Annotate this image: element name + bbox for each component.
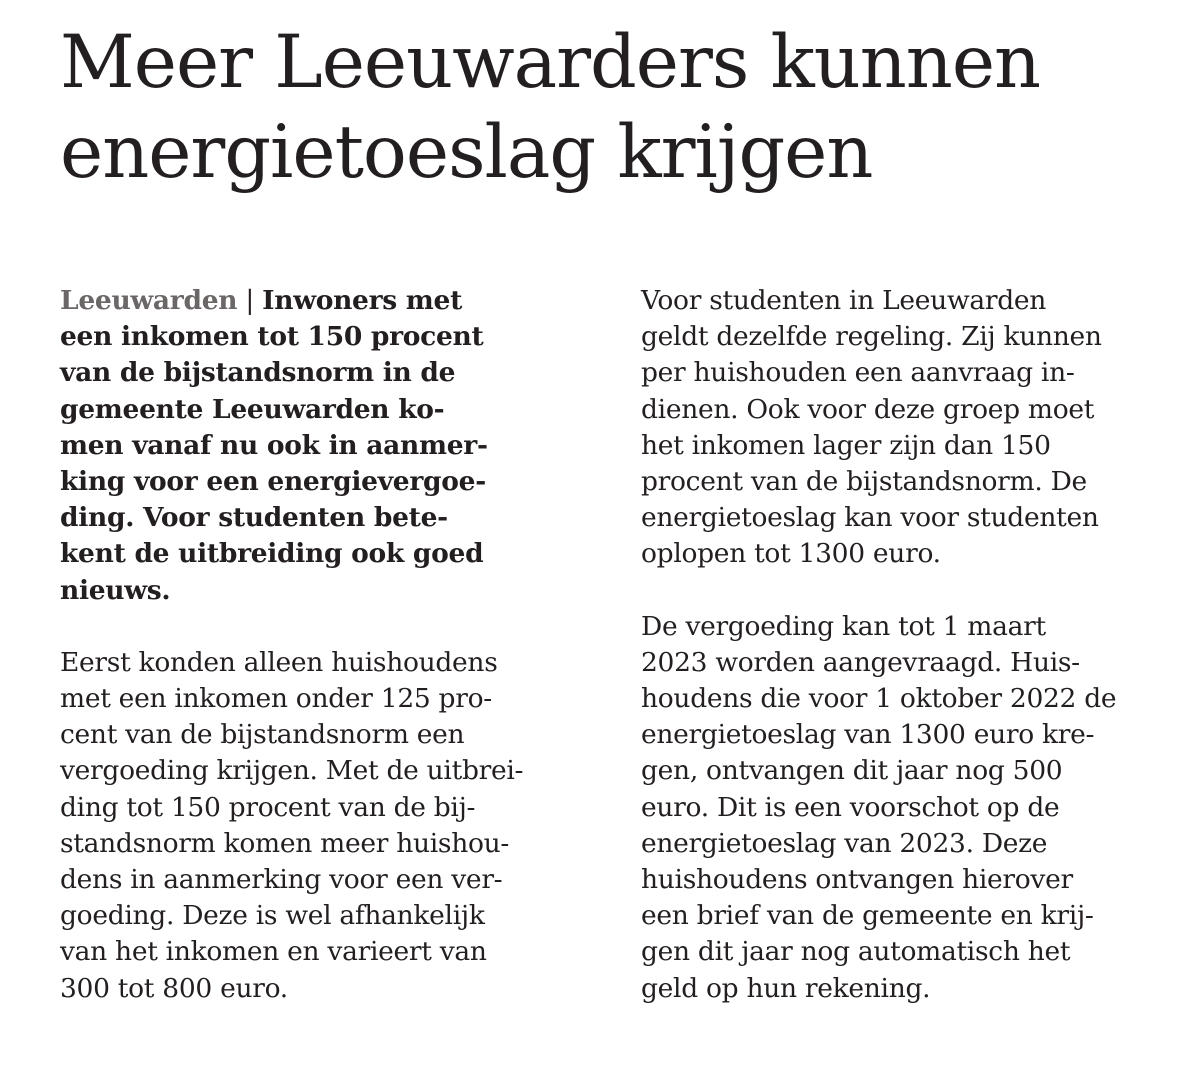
body-paragraph — [60, 645, 600, 1007]
paragraph-gap — [60, 609, 600, 645]
body-line: van het inkomen en varieert van — [60, 936, 487, 968]
body-line: met een inkomen onder 125 pro- — [60, 683, 492, 715]
lead-line: van de bijstandsnorm in de — [60, 357, 456, 389]
body-paragraph — [641, 283, 1181, 573]
paragraph-gap — [641, 573, 1181, 609]
body-line: per huishouden een aanvraag in- — [641, 357, 1075, 389]
body-line: 300 tot 800 euro. — [60, 972, 288, 1004]
body-line: het inkomen lager zijn dan 150 — [641, 429, 1051, 461]
article-column-right — [641, 283, 1181, 1007]
lead-line: Inwoners met — [262, 285, 463, 316]
body-line: dens in aanmerking voor een ver- — [60, 864, 503, 896]
body-line: 2023 worden aangevraagd. Huis- — [641, 646, 1080, 678]
body-line: energietoeslag van 2023. Deze — [641, 827, 1048, 859]
lead-paragraph — [60, 283, 600, 609]
lead-line: ding. Voor studenten bete- — [60, 502, 448, 534]
body-line: De vergoeding kan tot 1 maart — [641, 610, 1046, 642]
body-line: cent van de bijstandsnorm een — [60, 719, 465, 751]
body-line: een brief van de gemeente en krij- — [641, 900, 1094, 932]
lead-line: gemeente Leeuwarden ko- — [60, 393, 445, 425]
body-paragraph — [641, 609, 1181, 1007]
headline-line: Meer Leeuwarders kunnen — [60, 20, 1041, 105]
body-line: dienen. Ook voor deze groep moet — [641, 393, 1095, 425]
body-line: goeding. Deze is wel afhankelijk — [60, 900, 485, 932]
body-line: Voor studenten in Leeuwarden — [641, 285, 1047, 316]
body-line: gen, ontvangen dit jaar nog 500 — [641, 755, 1063, 787]
lead-line: een inkomen tot 150 procent — [60, 321, 484, 353]
headline — [60, 18, 1180, 198]
article-column-left — [60, 283, 600, 1007]
lead-line: king voor een energievergoe- — [60, 466, 486, 498]
body-line: geld op hun rekening. — [641, 972, 931, 1004]
headline-line: energietoeslag krijgen — [60, 110, 873, 195]
body-line: oplopen tot 1300 euro. — [641, 538, 941, 570]
body-line: euro. Dit is een voorschot op de — [641, 791, 1060, 823]
body-line: energietoeslag van 1300 euro kre- — [641, 719, 1095, 751]
lead-line: kent de uitbreiding ook goed — [60, 538, 484, 570]
body-line: energietoeslag kan voor studenten — [641, 502, 1099, 534]
location-label: Leeuwarden — [60, 285, 238, 316]
body-line: ding tot 150 procent van de bij- — [60, 791, 476, 823]
body-line: huishoudens ontvangen hierover — [641, 864, 1073, 896]
body-line: procent van de bijstandsnorm. De — [641, 466, 1087, 498]
body-line: gen dit jaar nog automatisch het — [641, 936, 1071, 968]
lead-line: nieuws. — [60, 574, 171, 606]
body-line: standsnorm komen meer huishou- — [60, 827, 510, 859]
lead-first-line — [60, 283, 600, 319]
body-line: houdens die voor 1 oktober 2022 de — [641, 683, 1117, 715]
body-line: vergoeding krijgen. Met de uitbrei- — [60, 755, 524, 787]
location-separator: | — [237, 285, 263, 316]
body-line: Eerst konden alleen huishoudens — [60, 646, 498, 678]
body-line: geldt dezelfde regeling. Zij kunnen — [641, 321, 1102, 353]
lead-line: men vanaf nu ook in aanmer- — [60, 429, 488, 461]
